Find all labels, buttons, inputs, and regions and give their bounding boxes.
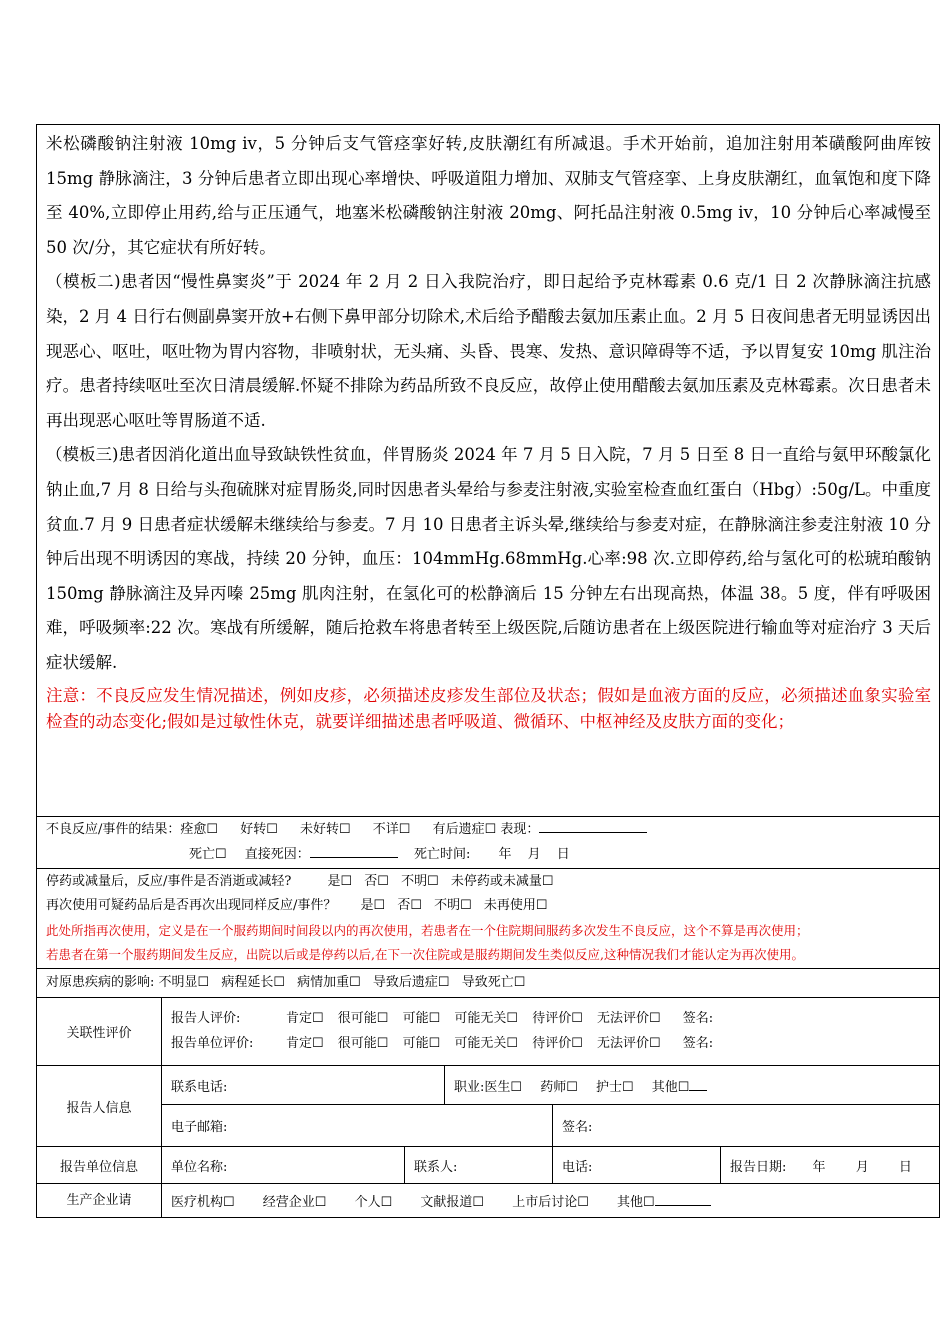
impact-not-obvious-checkbox[interactable]: 不明显☐ bbox=[158, 974, 210, 990]
occupation-cell bbox=[445, 1066, 940, 1105]
source-distributor-checkbox[interactable]: 经营企业☐ bbox=[262, 1195, 327, 1210]
rechallenge-unclear-checkbox[interactable]: 不明☐ bbox=[434, 898, 472, 913]
rechallenge-note-1: 此处所指再次使用，定义是在一个服药期间时间段以内的再次使用，若患者在一个住院期间服药多次发生不良反应，这个不算是再次使用； bbox=[46, 922, 809, 938]
source-literature-checkbox[interactable]: 文献报道☐ bbox=[420, 1195, 485, 1210]
unit-unassessable-checkbox[interactable]: 无法评价☐ bbox=[596, 1035, 661, 1051]
source-cell bbox=[162, 1184, 940, 1218]
rechallenge-line bbox=[37, 894, 939, 919]
unit-phone-label: 电话: bbox=[562, 1159, 593, 1175]
report-date-label: 报告日期: bbox=[730, 1159, 787, 1175]
rechallenge-no-checkbox[interactable]: 否☐ bbox=[397, 898, 422, 913]
death-day: 日 bbox=[556, 846, 570, 862]
reporter-possibly-unrelated-checkbox[interactable]: 可能无关☐ bbox=[454, 1011, 519, 1026]
impact-worsened-checkbox[interactable]: 病情加重☐ bbox=[297, 974, 361, 990]
event-description-cell bbox=[37, 125, 940, 817]
impact-line bbox=[37, 971, 939, 996]
adverse-reaction-form bbox=[36, 124, 939, 1218]
unit-contact-label: 联系人: bbox=[414, 1159, 458, 1175]
occupation-doctor-checkbox[interactable]: 职业:医生☐ bbox=[454, 1079, 523, 1095]
result-cell bbox=[37, 817, 940, 869]
reporter-certain-checkbox[interactable]: 肯定☐ bbox=[286, 1011, 324, 1026]
description-note: 注意：不良反应发生情况描述，例如皮疹，必须描述皮疹发生部位及状态；假如是血液方面的反应，必须描述血象实验室检查的动态变化;假如是过敏性休克，就要详细描述患者呼吸道、微循环、中枢神经及皮肤方面的变化； bbox=[46, 685, 932, 731]
occupation-other-checkbox[interactable]: 其他☐ bbox=[651, 1079, 690, 1095]
unit-name-label: 单位名称: bbox=[171, 1159, 228, 1175]
death-month: 月 bbox=[527, 846, 541, 862]
reporter-evaluation-label: 报告人评价: bbox=[171, 1011, 241, 1026]
unit-certain-checkbox[interactable]: 肯定☐ bbox=[286, 1035, 324, 1051]
occupation-nurse-checkbox[interactable]: 护士☐ bbox=[595, 1079, 634, 1095]
unit-evaluation-line bbox=[162, 1032, 939, 1057]
result-improved-checkbox[interactable]: 好转☐ bbox=[240, 822, 278, 837]
result-unknown-checkbox[interactable]: 不详☐ bbox=[372, 822, 411, 837]
description-paragraph-1: 米松磷酸钠注射液 10mg iv，5 分钟后支气管痉挛好转,皮肤潮红有所减退。手术开始前，追加注射用苯磺酸阿曲库铵 15mg 静脉滴注，3 分钟后患者立即出现心率增快、呼吸道阻力增加、双肺支气管痉挛、上身皮肤潮红，血氧饱和度下降至 40%,立即停止用药,给与正压通气，地塞米松磷酸钠注射液 20mg、阿托品注射液 0.5mg iv，10 分钟后心率减慢至 50 次/分，其它症状有所好转。 bbox=[46, 134, 932, 257]
reporter-phone-field[interactable] bbox=[162, 1066, 445, 1105]
manifestation-label: 表现： bbox=[500, 822, 540, 837]
reporter-phone-label: 联系电话: bbox=[171, 1079, 228, 1095]
impact-label: 对原患疾病的影响: bbox=[46, 974, 155, 990]
form-table bbox=[36, 124, 940, 1218]
correlation-label: 关联性评价 bbox=[37, 998, 162, 1066]
unit-name-field[interactable] bbox=[162, 1147, 405, 1184]
result-cured-checkbox[interactable]: 痊愈☐ bbox=[180, 822, 219, 837]
death-year: 年 bbox=[498, 846, 512, 862]
source-other-field[interactable] bbox=[655, 1191, 711, 1206]
reporter-info-signature-label: 签名: bbox=[562, 1120, 593, 1135]
rechallenge-question: 再次使用可疑药品后是否再次出现同样反应/事件？ bbox=[46, 898, 337, 913]
result-line-1 bbox=[37, 818, 939, 843]
unit-possible-checkbox[interactable]: 可能☐ bbox=[402, 1035, 441, 1051]
occupation-pharmacist-checkbox[interactable]: 药师☐ bbox=[540, 1079, 578, 1095]
dechallenge-yes-checkbox[interactable]: 是☐ bbox=[327, 873, 353, 889]
report-date-month: 月 bbox=[855, 1159, 869, 1175]
occupation-other-field[interactable] bbox=[689, 1076, 707, 1091]
source-medical-institution-checkbox[interactable]: 医疗机构☐ bbox=[171, 1195, 235, 1210]
result-not-improved-checkbox[interactable]: 未好转☐ bbox=[299, 822, 351, 837]
impact-cell bbox=[37, 969, 940, 998]
source-individual-checkbox[interactable]: 个人☐ bbox=[354, 1195, 393, 1210]
reporter-very-likely-checkbox[interactable]: 很可能☐ bbox=[337, 1011, 389, 1026]
correlation-cell bbox=[162, 998, 940, 1066]
unit-contact-field[interactable] bbox=[405, 1147, 553, 1184]
rechallenge-note-2: 若患者在第一个服药期间发生反应，出院以后或是停药以后,在下一次住院或是服药期间发生类似反应,这种情况我们才能认定为再次使用。 bbox=[46, 947, 804, 962]
unit-signature-label: 签名: bbox=[682, 1035, 714, 1051]
dechallenge-line bbox=[37, 870, 939, 895]
dechallenge-cell bbox=[37, 869, 940, 969]
source-post-market-checkbox[interactable]: 上市后讨论☐ bbox=[512, 1195, 589, 1210]
reporter-signature-label: 签名: bbox=[682, 1011, 714, 1026]
manufacturer-label: 生产企业请 bbox=[37, 1184, 162, 1218]
reporter-email-field[interactable] bbox=[162, 1105, 553, 1147]
dechallenge-no-checkbox[interactable]: 否☐ bbox=[364, 873, 389, 889]
direct-cause-field[interactable] bbox=[310, 843, 398, 858]
dechallenge-unclear-checkbox[interactable]: 不明☐ bbox=[401, 873, 439, 889]
impact-sequelae-checkbox[interactable]: 导致后遗症☐ bbox=[372, 974, 450, 990]
template-three-paragraph: （模板三)患者因消化道出血导致缺铁性贫血，伴胃肠炎 2024 年 7 月 5 日入院，7 月 5 日至 8 日一直给与氨甲环酸氯化钠止血,7 月 8 日给与头孢硫脒对症胃肠炎,同时因患者头晕给与参麦注射液,实验室检查血红蛋白（Hbg）:50g/L。中重度贫血.7 月 9 日患者症状缓解未继续给与参麦。7 月 10 日患者主诉头晕,继续给与参麦对症，在静脉滴注参麦注射液 10 分钟后出现不明诱因的寒战，持续 20 分钟，血压：104mmHg.68mmHg.心率:98 次.立即停药,给与氢化可的松琥珀酸钠 150mg 静脉滴注及异丙嗪 25mg 肌肉注射，在氢化可的松静滴后 15 分钟左右出现高热，体温 38。5 度，伴有呼吸困难，呼吸频率:22 次。寒战有所缓解，随后抢救车将患者转至上级医院,后随访患者在上级医院进行输血等对症治疗 3 天后症状缓解. bbox=[46, 445, 932, 672]
reporter-pending-checkbox[interactable]: 待评价☐ bbox=[532, 1011, 583, 1026]
unit-phone-field[interactable] bbox=[553, 1147, 721, 1184]
report-date-field[interactable] bbox=[721, 1147, 940, 1184]
dechallenge-not-stopped-checkbox[interactable]: 未停药或未减量☐ bbox=[450, 873, 554, 889]
unit-pending-checkbox[interactable]: 待评价☐ bbox=[532, 1035, 583, 1051]
rechallenge-not-used-checkbox[interactable]: 未再使用☐ bbox=[483, 898, 548, 913]
death-time-label: 死亡时间: bbox=[413, 846, 471, 862]
unit-very-likely-checkbox[interactable]: 很可能☐ bbox=[337, 1035, 389, 1051]
report-date-year: 年 bbox=[812, 1159, 826, 1175]
reporter-evaluation-line bbox=[162, 1007, 939, 1032]
reporter-info-label: 报告人信息 bbox=[37, 1066, 162, 1147]
reporter-email-label: 电子邮箱: bbox=[171, 1120, 228, 1135]
dechallenge-question: 停药或减量后，反应/事件是否消逝或减轻? bbox=[46, 873, 292, 889]
reporter-signature-field[interactable] bbox=[553, 1105, 940, 1147]
result-death-checkbox[interactable]: 死亡☐ bbox=[189, 846, 227, 862]
unit-possibly-unrelated-checkbox[interactable]: 可能无关☐ bbox=[454, 1035, 519, 1051]
reporter-possible-checkbox[interactable]: 可能☐ bbox=[402, 1011, 441, 1026]
result-label: 不良反应/事件的结果： bbox=[46, 822, 181, 837]
impact-death-checkbox[interactable]: 导致死亡☐ bbox=[461, 974, 526, 990]
reporter-unassessable-checkbox[interactable]: 无法评价☐ bbox=[596, 1011, 661, 1026]
unit-evaluation-label: 报告单位评价: bbox=[171, 1035, 254, 1051]
impact-prolonged-checkbox[interactable]: 病程延长☐ bbox=[221, 974, 285, 990]
report-date-day: 日 bbox=[898, 1159, 912, 1175]
manifestation-field[interactable] bbox=[539, 818, 647, 833]
source-other-checkbox[interactable]: 其他☐ bbox=[616, 1195, 655, 1210]
rechallenge-yes-checkbox[interactable]: 是☐ bbox=[360, 898, 386, 913]
result-line-2 bbox=[37, 843, 939, 868]
result-sequelae-checkbox[interactable]: 有后遗症☐ bbox=[432, 822, 497, 837]
direct-cause-label: 直接死因： bbox=[244, 846, 310, 862]
unit-info-label: 报告单位信息 bbox=[37, 1147, 162, 1184]
template-two-paragraph: （模板二)患者因“慢性鼻窦炎”于 2024 年 2 月 2 日入我院治疗，即日起给予克林霉素 0.6 克/1 日 2 次静脉滴注抗感染，2 月 4 日行右侧副鼻窦开放+右侧下鼻甲部分切除术,术后给予醋酸去氨加压素止血。2 月 5 日夜间患者无明显诱因出现恶心、呕吐，呕吐物为胃内容物，非喷射状，无头痛、头昏、畏寒、发热、意识障碍等不适，予以胃复安 10mg 肌注治疗。患者持续呕吐至次日清晨缓解.怀疑不排除为药品所致不良反应，故停止使用醋酸去氨加压素及克林霉素。次日患者未再出现恶心呕吐等胃肠道不适. bbox=[46, 272, 932, 430]
